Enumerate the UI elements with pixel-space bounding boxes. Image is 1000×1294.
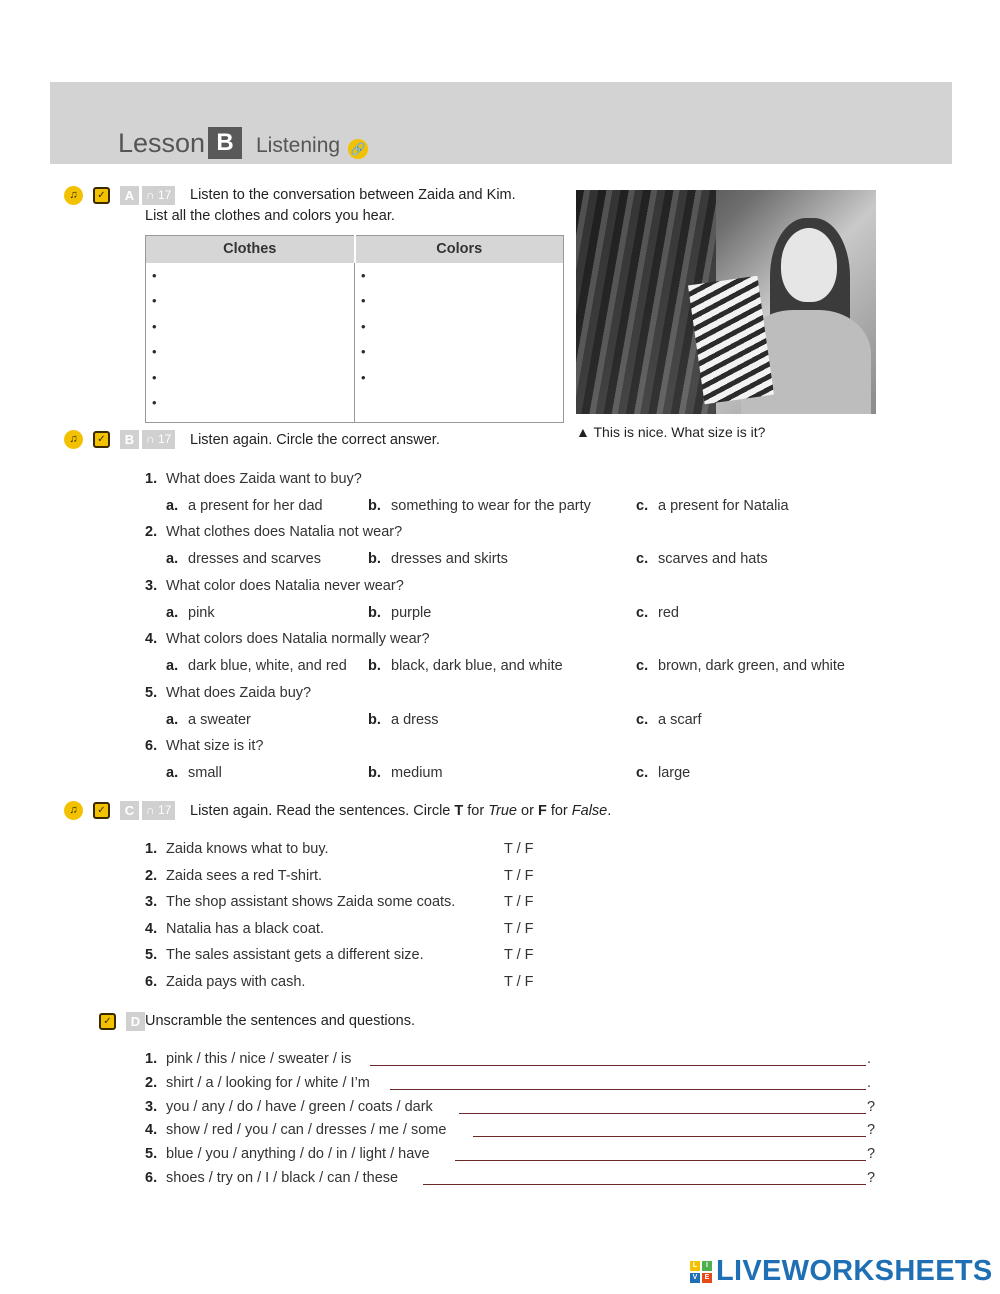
statement-text: Natalia has a black coat. (166, 920, 324, 937)
option-label: c. (636, 551, 649, 568)
question-text: What size is it? (166, 738, 264, 754)
track-number: ∩ 17 (141, 801, 175, 820)
exercise-a-title-line2: List all the clothes and colors you hear. (145, 208, 395, 224)
scrambled-words: you / any / do / have / green / coats / dark (166, 1098, 433, 1115)
answer-option[interactable]: brown, dark green, and white (658, 658, 845, 675)
answer-option[interactable]: a scarf (658, 711, 702, 728)
end-punctuation: ? (867, 1122, 876, 1139)
sentence-number: 6. (145, 1170, 158, 1186)
answer-option[interactable]: large (658, 765, 691, 781)
logo-letter: I (702, 1261, 712, 1271)
option-label: c. (636, 658, 649, 675)
answer-option[interactable]: black, dark blue, and white (391, 658, 563, 675)
true-false-choice[interactable]: T / F (504, 920, 534, 937)
answer-option[interactable]: dark blue, white, and red (188, 658, 347, 675)
statement-number: 6. (145, 974, 158, 990)
answer-option[interactable]: red (658, 604, 679, 621)
exercise-letter: A (120, 186, 139, 205)
option-label: b. (368, 658, 381, 675)
exercise-c-title (190, 803, 611, 819)
exercise-d-icons (95, 1012, 145, 1031)
true-false-choice[interactable]: T / F (504, 841, 534, 857)
question-number: 4. (145, 631, 158, 648)
audio-icon[interactable]: ♫ (64, 801, 83, 820)
scrambled-words: pink / this / nice / sweater / is (166, 1051, 352, 1067)
statement-number: 1. (145, 841, 158, 857)
option-label: b. (368, 498, 381, 514)
exercise-c-title-f: F (537, 803, 547, 819)
exercise-c-title-or: or (516, 803, 538, 819)
exercise-c-title-for1: for (463, 803, 489, 819)
bullet: • (361, 318, 366, 334)
option-label: b. (368, 765, 381, 781)
exercise-letter: B (120, 430, 139, 449)
question-number: 3. (145, 577, 158, 594)
question-text: What does Zaida want to buy? (166, 471, 362, 487)
option-label: a. (166, 498, 179, 514)
question-number: 1. (145, 471, 158, 487)
liveworksheets-logo (690, 1255, 993, 1288)
answer-option[interactable]: a present for her dad (188, 498, 323, 514)
question-number: 2. (145, 524, 158, 541)
exercise-c-title-end: . (607, 803, 612, 819)
bullet: • (152, 293, 157, 308)
option-label: c. (636, 604, 649, 621)
track-number: ∩ 17 (141, 430, 175, 449)
write-icon: ✓ (93, 187, 110, 204)
option-label: a. (166, 711, 179, 728)
exercise-letter: C (120, 801, 139, 820)
bullet: • (361, 344, 366, 359)
exercise-c-title-for2: for (546, 803, 572, 819)
answer-option[interactable]: something to wear for the party (391, 498, 591, 514)
scrambled-words: shirt / a / looking for / white / I’m (166, 1074, 370, 1091)
answer-option[interactable]: scarves and hats (658, 551, 768, 568)
answer-line[interactable] (455, 1160, 866, 1161)
true-false-choice[interactable]: T / F (504, 894, 534, 911)
sentence-number: 2. (145, 1074, 158, 1091)
logo-mark (690, 1261, 712, 1283)
answer-option[interactable]: dresses and scarves (188, 551, 321, 568)
bullet: • (152, 267, 157, 283)
end-punctuation: . (867, 1074, 872, 1091)
lesson-letter-badge: B (208, 127, 242, 159)
option-label: b. (368, 551, 381, 568)
option-label: a. (166, 604, 179, 621)
option-label: a. (166, 551, 179, 568)
statement-number: 3. (145, 894, 158, 911)
track-number-label: 17 (157, 432, 172, 446)
bullet: • (361, 369, 366, 385)
write-icon: ✓ (93, 802, 110, 819)
sentence-number: 5. (145, 1146, 158, 1163)
column-header-colors: Colors (355, 236, 564, 263)
track-number: ∩ 17 (141, 186, 175, 205)
statement-text: Zaida sees a red T-shirt. (166, 867, 323, 884)
logo-letter: V (690, 1273, 700, 1283)
end-punctuation: ? (867, 1146, 876, 1163)
option-label: c. (636, 498, 649, 514)
true-false-choice[interactable]: T / F (504, 947, 534, 964)
answer-option[interactable]: small (188, 765, 222, 781)
exercise-a-icons (64, 186, 175, 205)
logo-text: LIVEWORKSHEETS (716, 1255, 993, 1287)
end-punctuation: ? (867, 1170, 876, 1186)
option-label: c. (636, 765, 649, 781)
true-false-choice[interactable]: T / F (504, 867, 534, 884)
question-text: What colors does Natalia normally wear? (166, 631, 430, 648)
answer-line[interactable] (370, 1065, 866, 1066)
statement-text: Zaida knows what to buy. (166, 841, 329, 857)
end-punctuation: . (867, 1051, 872, 1067)
question-number: 5. (145, 684, 158, 701)
answer-line[interactable] (423, 1184, 866, 1185)
statement-text: The shop assistant shows Zaida some coats. (166, 894, 456, 911)
exercise-c-title-pre: Listen again. Read the sentences. Circle (190, 803, 455, 819)
track-number-label: 17 (157, 803, 172, 817)
answer-option[interactable]: pink (188, 604, 215, 621)
answer-option[interactable]: dresses and skirts (391, 551, 508, 568)
option-label: b. (368, 711, 381, 728)
answer-line[interactable] (390, 1089, 866, 1090)
colors-cell[interactable] (355, 263, 564, 423)
bullet: • (361, 293, 366, 308)
exercise-d-title: Unscramble the sentences and questions. (145, 1013, 416, 1029)
clothes-colors-table (145, 235, 564, 423)
statement-number: 2. (145, 867, 158, 884)
true-false-choice[interactable]: T / F (504, 974, 534, 990)
clothes-cell[interactable] (146, 263, 355, 423)
audio-icon[interactable]: ♫ (64, 430, 83, 449)
exercise-b-title: Listen again. Circle the correct answer. (190, 432, 440, 448)
statement-text: The sales assistant gets a different size. (166, 947, 424, 964)
end-punctuation: ? (867, 1098, 876, 1115)
scrambled-words: show / red / you / can / dresses / me / some (166, 1122, 447, 1139)
audio-icon[interactable]: ♫ (64, 186, 83, 205)
question-text: What color does Natalia never wear? (166, 577, 404, 594)
answer-option[interactable]: a dress (391, 711, 439, 728)
question-text: What does Zaida buy? (166, 684, 312, 701)
answer-line[interactable] (473, 1136, 866, 1137)
question-number: 6. (145, 738, 158, 754)
bullet: • (152, 395, 157, 410)
exercise-b-icons (64, 430, 175, 449)
statement-number: 4. (145, 920, 158, 937)
write-icon: ✓ (93, 431, 110, 448)
option-label: b. (368, 604, 381, 621)
photo-caption: ▲ This is nice. What size is it? (576, 424, 766, 440)
track-number-label: 17 (157, 188, 172, 202)
question-text: What clothes does Natalia not wear? (166, 524, 403, 541)
bullet: • (361, 267, 366, 283)
sentence-number: 1. (145, 1051, 158, 1067)
shopping-photo (576, 190, 876, 414)
option-label: c. (636, 711, 649, 728)
lesson-title: Lesson (118, 128, 206, 158)
exercise-letter: D (126, 1012, 145, 1031)
option-label: a. (166, 658, 179, 675)
answer-option[interactable]: purple (391, 604, 432, 621)
exercise-c-icons (64, 801, 175, 820)
logo-letter: E (702, 1273, 712, 1283)
answer-option[interactable]: a present for Natalia (658, 498, 789, 514)
section-title: Listening (256, 134, 341, 157)
exercise-a-title-line1: Listen to the conversation between Zaida and Kim. (190, 187, 516, 203)
column-header-clothes: Clothes (146, 236, 355, 263)
bullet: • (152, 344, 157, 359)
answer-option[interactable]: medium (391, 765, 443, 781)
scrambled-words: blue / you / anything / do / in / light / have (166, 1146, 430, 1163)
scrambled-words: shoes / try on / I / black / can / these (166, 1170, 399, 1186)
write-icon: ✓ (99, 1013, 116, 1030)
exercise-c-title-true: True (488, 803, 517, 819)
exercise-c-title-t: T (454, 803, 464, 819)
answer-option[interactable]: a sweater (188, 711, 251, 728)
statement-text: Zaida pays with cash. (166, 974, 306, 990)
option-label: a. (166, 765, 179, 781)
exercise-c-title-false: False (571, 803, 608, 819)
bullet: • (152, 369, 157, 385)
sentence-number: 4. (145, 1122, 158, 1139)
woman-face (781, 228, 837, 302)
answer-line[interactable] (459, 1113, 866, 1114)
bullet: • (152, 318, 157, 334)
logo-letter: L (690, 1261, 700, 1271)
link-icon[interactable]: 🔗 (348, 139, 368, 159)
sentence-number: 3. (145, 1098, 158, 1115)
statement-number: 5. (145, 947, 158, 964)
